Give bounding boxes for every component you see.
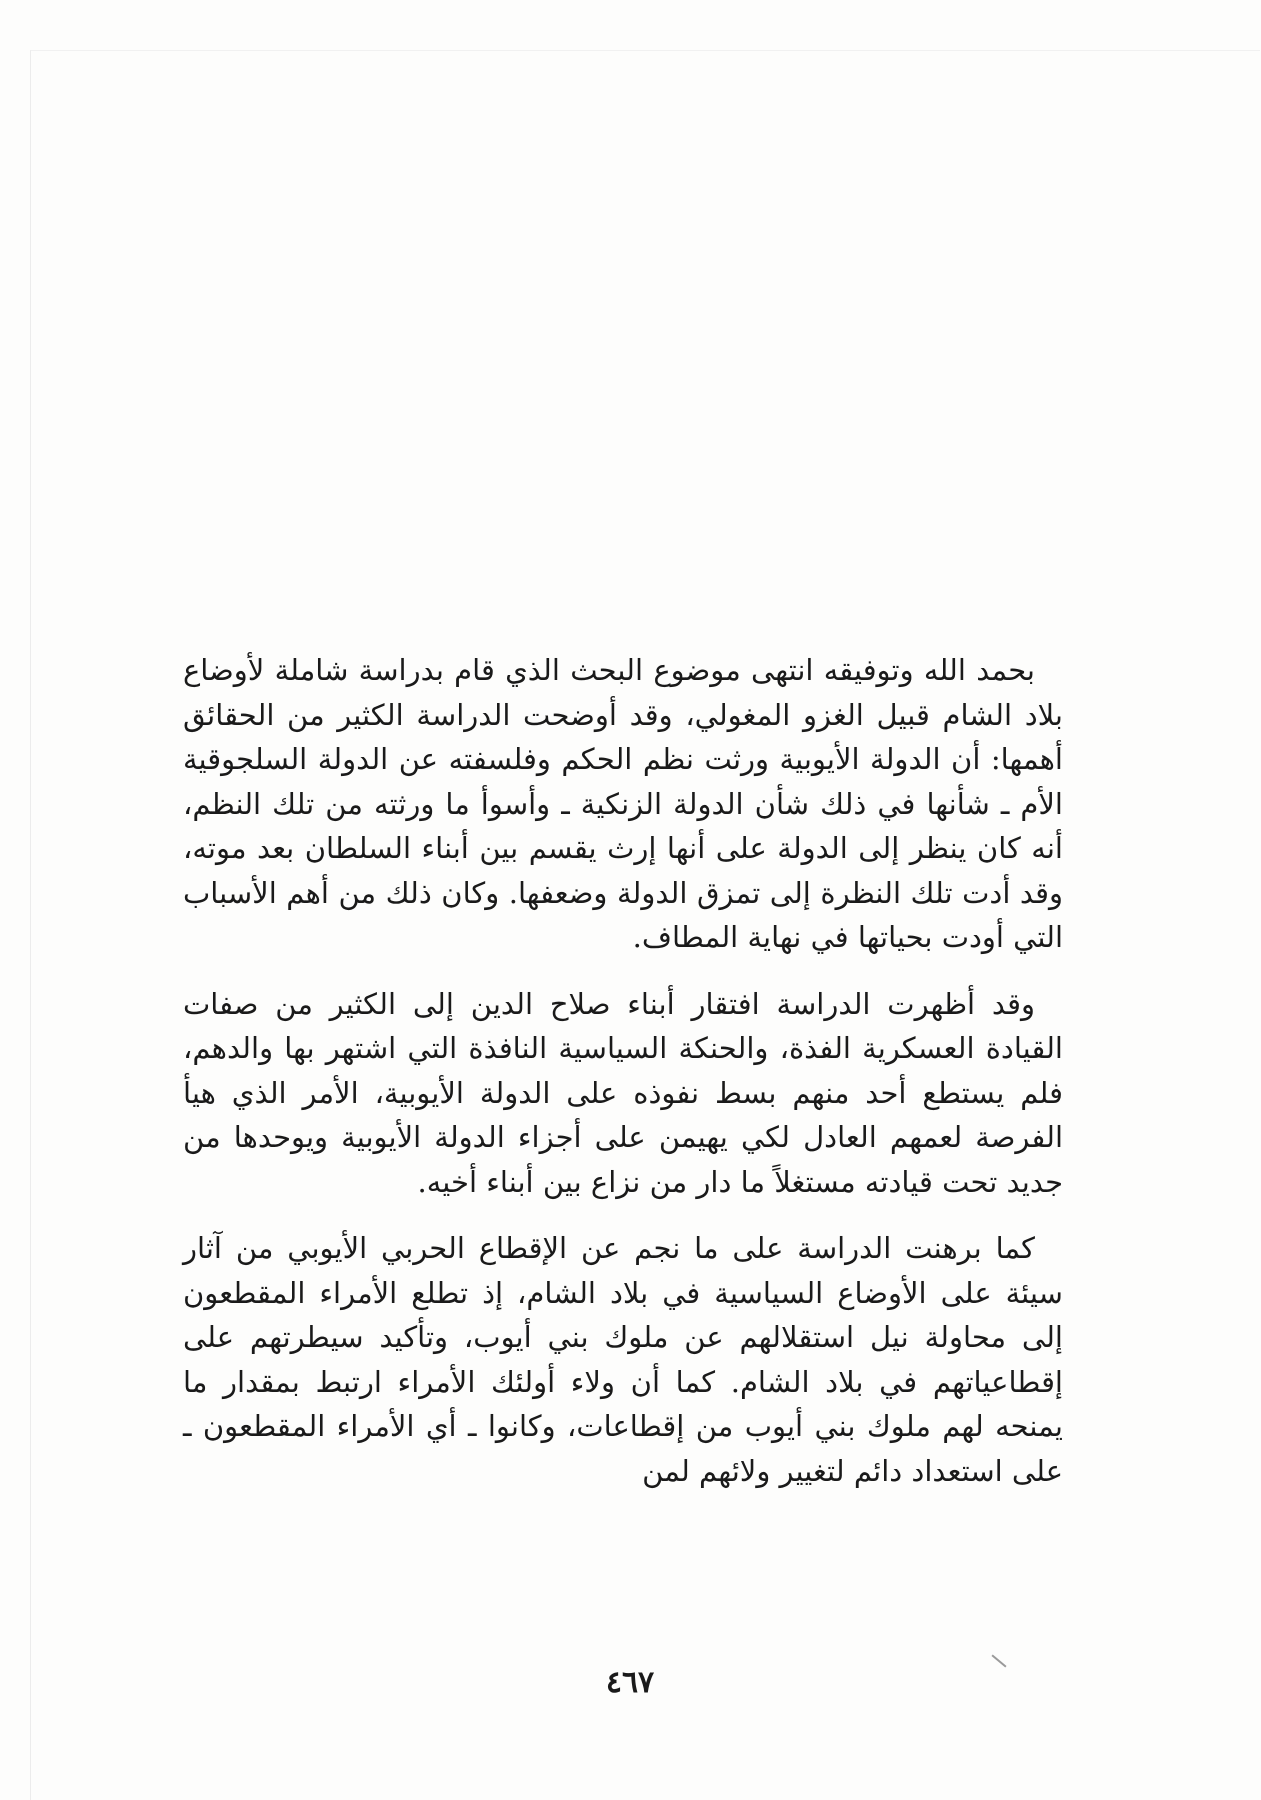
paragraph-1-text: بحمد الله وتوفيقه انتهى موضوع البحث الذي قام بدراسة شاملة لأوضاع بلاد الشام قبيل الغزو المغولي، وقد أوضحت الدراسة الكثير من الحقائق أهمها: أن الدولة الأيوبية ورثت نظم الحكم وفلسفته عن الدولة السلجوقية الأم ـ شأنها في ذلك شأن الدولة الزنكية ـ وأسوأ ما ورثته من تلك النظم، أنه كان ينظر إلى الدولة على أنها إرث يقسم بين أبناء السلطان بعد موته، وقد أدت تلك النظرة إلى تمزق الدولة وضعفها. وكان ذلك من أهم الأسباب التي أودت بحياتها في نهاية المطاف. [183,653,1063,954]
bleed-through-text [195,225,1075,270]
body-text [183,648,1063,1493]
paragraph-2-text: وقد أظهرت الدراسة افتقار أبناء صلاح الدين إلى الكثير من صفات القيادة العسكرية الفذة، والحنكة السياسية النافذة التي اشتهر بها والدهم، فلم يستطع أحد منهم بسط نفوذه على الدولة الأيوبية، الأمر الذي هيأ الفرصة لعمهم العادل لكي يهيمن على أجزاء الدولة الأيوبية ويوحدها من جديد تحت قيادته مستغلاً ما دار من نزاع بين أبناء أخيه. [183,986,1063,1199]
page-number: ٤٦٧ [605,1665,655,1700]
paragraph-3-text: كما برهنت الدراسة على ما نجم عن الإقطاع الحربي الأيوبي من آثار سيئة على الأوضاع السياسية في بلاد الشام، إذ تطلع الأمراء المقطعون إلى محاولة نيل استقلالهم عن ملوك بني أيوب، وتأكيد سيطرتهم على إقطاعياتهم في بلاد الشام. كما أن ولاء أولئك الأمراء ارتبط بمقدار ما يمنحه لهم ملوك بني أيوب من إقطاعات، وكانوا ـ أي الأمراء المقطعون ـ على استعداد دائم لتغيير ولائهم لمن [183,1231,1063,1488]
paragraph-2 [183,982,1063,1205]
paragraph-1 [183,648,1063,960]
paragraph-3 [183,1226,1063,1493]
